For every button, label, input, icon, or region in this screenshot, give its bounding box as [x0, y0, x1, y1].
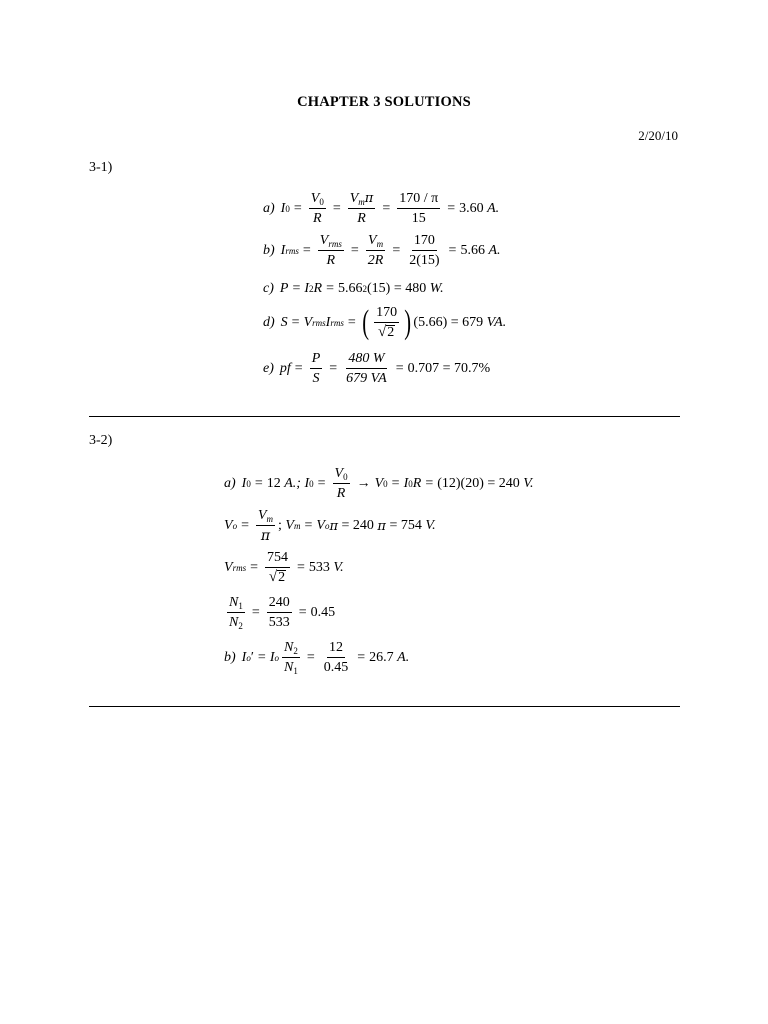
section-divider: [89, 706, 680, 707]
fraction: $\frac{V_{rms}}{R}$: [319, 233, 342, 269]
equation-3-2a-4: $\frac{N_1}{N_2}$ = $\frac{240}{533}$ = 0.45: [229, 595, 336, 632]
arrow-icon: →: [356, 476, 371, 492]
equation-3-1a: a) I 0 = $\frac{V_0}{R}$ = $\frac{V_m\pi}{R}$ = $\frac{170 / \pi}{15}$ = 3.60 A.: [263, 191, 500, 227]
fraction: $\frac{170}{2(15)}$: [409, 233, 440, 269]
fraction: $\frac{V_0}{R}$: [310, 191, 324, 227]
sqrt-symbol: √ 2: [268, 569, 286, 586]
fraction: $\frac{V_0}{R}$: [334, 466, 348, 502]
fraction: $\frac{P}{S}$: [311, 351, 321, 387]
fraction: $\frac{480 W}{679 VA}$: [346, 351, 387, 387]
fraction: 754 √ 2: [266, 550, 288, 586]
sqrt-symbol: √ 2: [377, 324, 395, 341]
equation-3-1e: e) pf = $\frac{P}{S}$ = $\frac{480 W}{679 VA}$ = 0.707 = 70.7%: [263, 351, 491, 387]
fraction: $\frac{N_1}{N_2}$: [229, 595, 243, 632]
fraction: $\frac{V_m}{2R}$: [367, 233, 384, 269]
equation-3-1d: d) S = V rms I rms = ( 170 √ 2 ) (5.66) = 679 VA.: [263, 304, 507, 342]
fraction: $\frac{V_m\pi}{R}$: [349, 191, 374, 227]
problem-label-3-2: 3-2): [89, 433, 113, 448]
equation-3-2b: b) I o ′ = I o $\frac{N_2}{N_1}$ = $\frac{12}{0.45}$ = 26.7 A.: [224, 640, 410, 677]
document-date: 2/20/10: [638, 128, 678, 143]
equation-3-1c: c) P = I 2 R = 5.66 2 (15) = 480 W.: [263, 281, 444, 296]
fraction: $\frac{240}{533}$: [268, 595, 290, 631]
equation-3-2a-2: V o = $\frac{V_m}{\pi}$ ; V m = V o π = 240 π = 754 V.: [224, 508, 436, 545]
equation-3-1b: b) I rms = $\frac{V_{rms}}{R}$ = $\frac{V_m}{2R}$ = $\frac{170}{2(15)}$ = 5.66 A.: [263, 233, 501, 269]
equation-3-2a-1: a) I 0 = 12 A.; I 0 = $\frac{V_0}{R}$ → V 0 = I 0 R = (12)(20) = 240 V.: [224, 466, 534, 502]
section-divider: [89, 416, 680, 417]
fraction: 170 √ 2: [376, 305, 398, 341]
fraction: $\frac{12}{0.45}$: [323, 640, 349, 676]
page-title: CHAPTER 3 SOLUTIONS: [297, 94, 471, 110]
fraction: $\frac{170 / \pi}{15}$: [399, 191, 439, 227]
equation-3-2a-3: V rms = 754 √ 2 = 533 V.: [224, 550, 344, 586]
fraction: $\frac{N_2}{N_1}$: [283, 640, 298, 677]
fraction: $\frac{V_m}{\pi}$: [257, 508, 274, 545]
problem-label-3-1: 3-1): [89, 160, 113, 175]
